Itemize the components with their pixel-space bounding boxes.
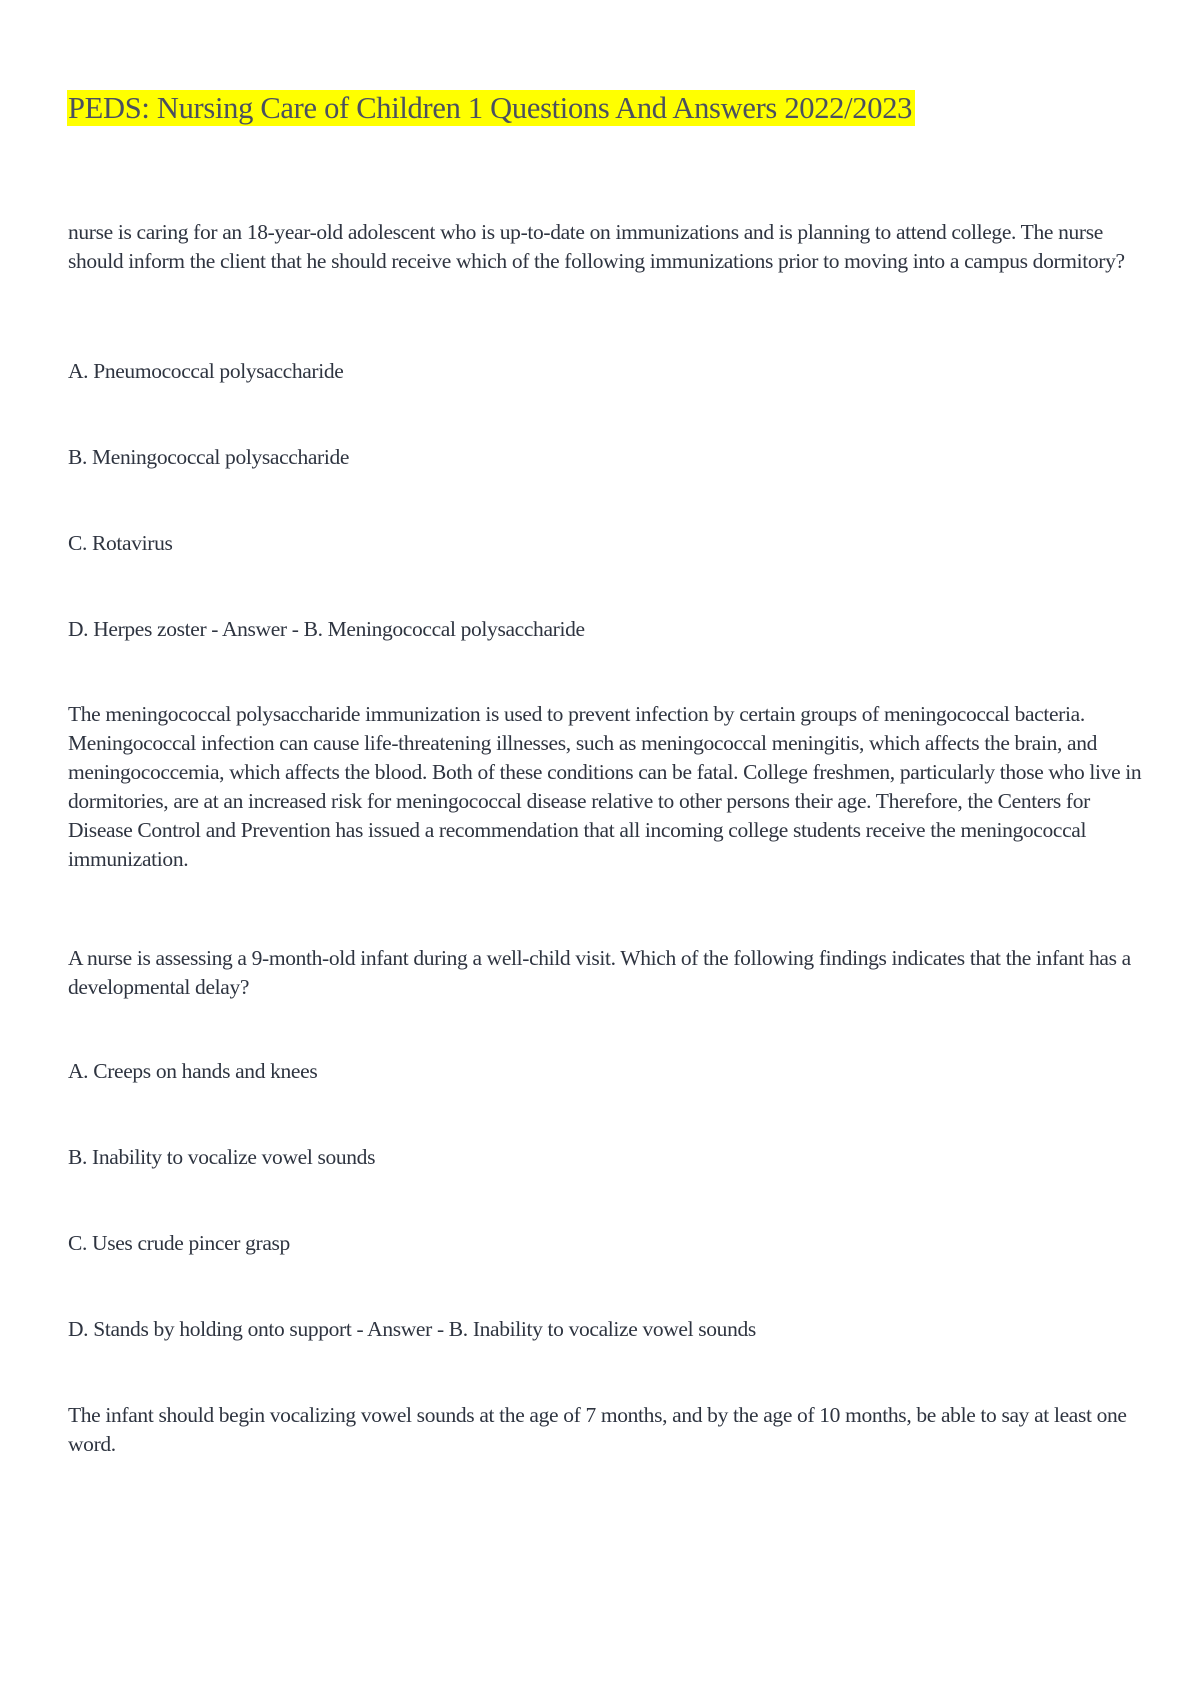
question-2-option-c: C. Uses crude pincer grasp	[68, 1231, 290, 1255]
question-2-option-b: B. Inability to vocalize vowel sounds	[68, 1145, 376, 1169]
question-1-option-c: C. Rotavirus	[68, 531, 173, 555]
question-2-stem: A nurse is assessing a 9-month-old infant during a well-child visit. Which of the following findings indicates that the infant has a developmental delay?	[68, 946, 1131, 999]
question-1-stem: nurse is caring for an 18-year-old adolescent who is up-to-date on immunizations and is planning to attend college. The nurse should inform the client that he should receive which of the following immunizations prior to moving into a campus dormitory?	[68, 220, 1125, 273]
question-2-option-d-answer: D. Stands by holding onto support - Answer - B. Inability to vocalize vowel sounds	[68, 1317, 756, 1341]
document-title: PEDS: Nursing Care of Children 1 Questions And Answers 2022/2023	[67, 90, 915, 126]
question-1-rationale: The meningococcal polysaccharide immunization is used to prevent infection by certain groups of meningococcal bacteria. Meningococcal infection can cause life-threatening illnesses, such as meningococcal meningitis, which affects the brain, and meningococcemia, which affects the blood. Both of these conditions can be fatal. College freshmen, particularly those who live in dormitories, are at an increased risk for meningococcal disease relative to other persons their age. Therefore, the Centers for Disease Control and Prevention has issued a recommendation that all incoming college students receive the meningococcal immunization.	[68, 702, 1142, 871]
question-2-option-a: A. Creeps on hands and knees	[68, 1059, 318, 1083]
question-1-option-a: A. Pneumococcal polysaccharide	[68, 359, 344, 383]
question-1-option-d-answer: D. Herpes zoster - Answer - B. Meningococcal polysaccharide	[68, 617, 585, 641]
question-2-rationale: The infant should begin vocalizing vowel sounds at the age of 7 months, and by the age of 10 months, be able to say at least one word.	[68, 1403, 1127, 1456]
question-1-option-b: B. Meningococcal polysaccharide	[68, 445, 350, 469]
